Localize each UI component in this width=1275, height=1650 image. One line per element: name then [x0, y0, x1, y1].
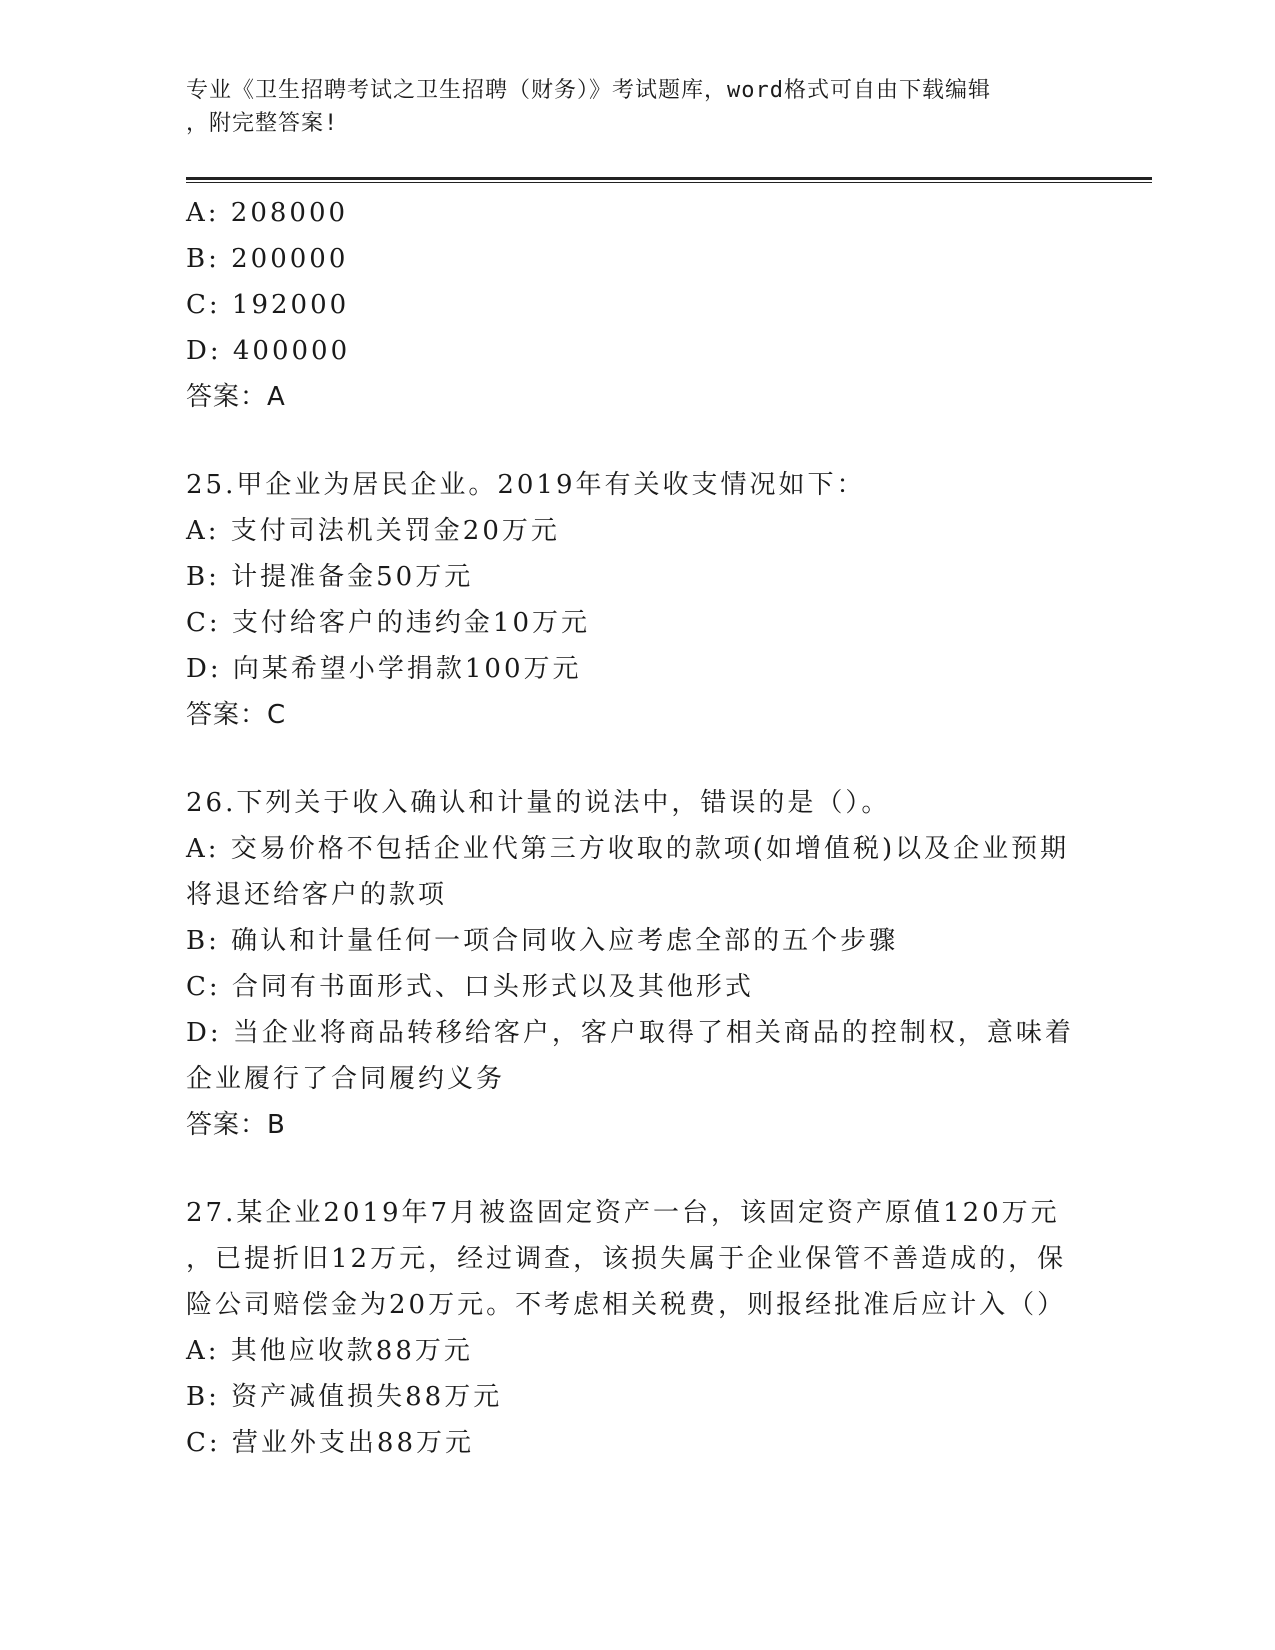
- option-d-line-1: D: 当企业将商品转移给客户，客户取得了相关商品的控制权，意味着: [186, 1018, 1074, 1048]
- option-d: D: 400000: [186, 336, 351, 366]
- option-c: C: 192000: [186, 290, 350, 320]
- option-b: B: 确认和计量任何一项合同收入应考虑全部的五个步骤: [186, 926, 899, 956]
- document-header: [186, 74, 1086, 140]
- question-24: [186, 190, 1086, 420]
- option-a: A: 208000: [186, 198, 349, 228]
- option-b: B: 200000: [186, 244, 349, 274]
- option-c: C: 支付给客户的违约金10万元: [186, 608, 591, 638]
- spacer: [186, 738, 1086, 780]
- header-line-2: ，附完整答案!: [186, 111, 339, 136]
- option-a: A: 其他应收款88万元: [186, 1336, 473, 1366]
- option-b: B: 计提准备金50万元: [186, 562, 474, 592]
- option-d: D: 向某希望小学捐款100万元: [186, 654, 582, 684]
- option-c: C: 合同有书面形式、口头形式以及其他形式: [186, 972, 754, 1002]
- question-25: [186, 462, 1086, 738]
- spacer: [186, 420, 1086, 462]
- question-stem: 25.甲企业为居民企业。2019年有关收支情况如下：: [186, 470, 866, 500]
- question-26: [186, 780, 1086, 1148]
- question-27: [186, 1190, 1086, 1466]
- question-stem-line-1: 27.某企业2019年7月被盗固定资产一台，该固定资产原值120万元: [186, 1198, 1060, 1228]
- option-a-line-2: 将退还给客户的款项: [186, 880, 448, 910]
- question-stem-line-2: ，已提折旧12万元，经过调查，该损失属于企业保管不善造成的，保: [186, 1244, 1067, 1274]
- header-divider-thick: [186, 177, 1152, 180]
- answer: 答案：B: [186, 1110, 286, 1140]
- option-a-line-1: A: 交易价格不包括企业代第三方收取的款项(如增值税)以及企业预期: [186, 834, 1070, 864]
- header-line-1: 专业《卫生招聘考试之卫生招聘（财务）》考试题库，word格式可自由下载编辑: [186, 78, 991, 103]
- option-a: A: 支付司法机关罚金20万元: [186, 516, 560, 546]
- spacer: [186, 1148, 1086, 1190]
- answer: 答案：A: [186, 382, 286, 412]
- question-stem: 26.下列关于收入确认和计量的说法中，错误的是（）。: [186, 788, 891, 818]
- header-divider-thin: [186, 182, 1152, 183]
- question-stem-line-3: 险公司赔偿金为20万元。不考虑相关税费，则报经批准后应计入（）: [186, 1290, 1067, 1320]
- answer: 答案：C: [186, 700, 287, 730]
- option-d-line-2: 企业履行了合同履约义务: [186, 1064, 506, 1094]
- option-b: B: 资产减值损失88万元: [186, 1382, 503, 1412]
- question-list: [186, 190, 1086, 1466]
- option-c: C: 营业外支出88万元: [186, 1428, 475, 1458]
